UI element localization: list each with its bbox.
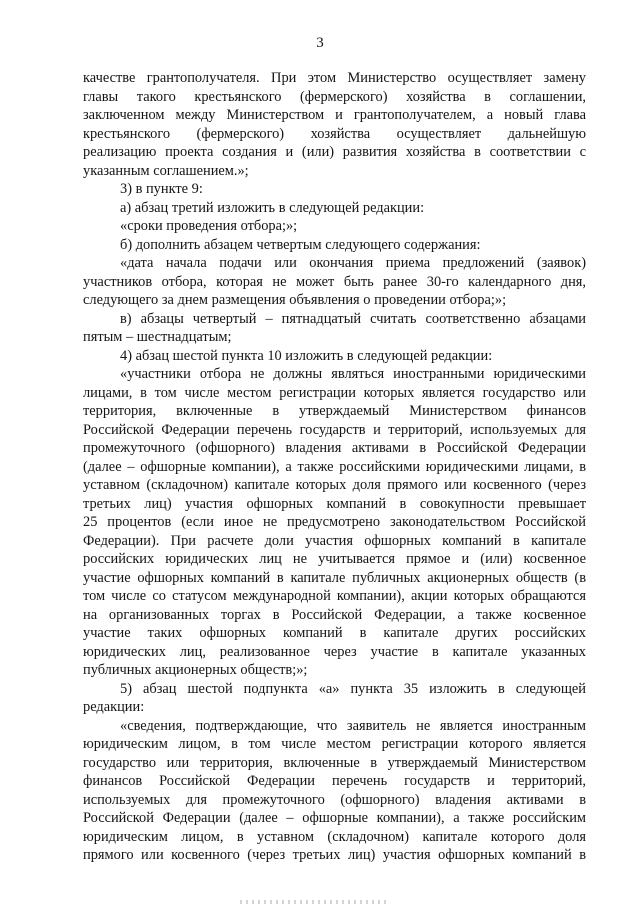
- text-line: пятым – шестнадцатым;: [83, 329, 232, 345]
- text-line: заключенном между Министерством и грантополучателем, а новый глава: [83, 107, 586, 123]
- text-line: следующего за днем размещения объявления о проведении отбора;»;: [83, 292, 507, 308]
- text-line: участников отбора, которая не может быть ранее 30-го календарного дня,: [83, 273, 586, 290]
- text-line: участие таких офшорных компаний в капитале других российских: [83, 625, 586, 641]
- text-line: Федерации). При расчете доли участия офшорных компаний в капитале: [83, 532, 586, 549]
- text-line: прямого или косвенного (через третьих лиц) участия офшорных компаний в: [83, 847, 586, 863]
- text-line: (далее – офшорные компании), а также российскими юридическими лицами, в: [83, 458, 586, 475]
- text-line: юридическим лицом, в уставном (складочном) капитале которого доля: [83, 828, 586, 845]
- text-line: главы такого крестьянского (фермерского) хозяйства в соглашении,: [83, 88, 586, 105]
- text-line: государство или территория, включенные в утверждаемый Министерством: [83, 754, 586, 771]
- page-number: 3: [316, 35, 324, 51]
- text-line: уставном (складочном) капитале которых доля прямого или косвенного (через: [83, 477, 586, 493]
- text-line: используемых для промежуточного (офшорного) владения активами в: [83, 791, 586, 808]
- text-line: территория, включенные в утверждаемый Министерством финансов: [83, 403, 586, 419]
- text-line: юридическим лицом, в том числе местом регистрации которого является: [83, 736, 586, 752]
- text-line: юридических лиц, реализованное через участие в капитале указанных: [83, 643, 586, 660]
- text-line: финансов Российской Федерации перечень государств и территорий,: [83, 773, 586, 789]
- text-line: Российской Федерации (далее – офшорные компании), а также российским: [83, 810, 586, 826]
- text-line: третьих лиц) участия офшорных компаний в совокупности превышает: [83, 495, 586, 512]
- text-line: российских юридических лиц не учитывается прямое и (или) косвенное: [83, 551, 586, 567]
- text-line: «сроки проведения отбора;»;: [120, 218, 298, 234]
- text-line: участие офшорных компаний в капитале публичных акционерных обществ (в: [83, 569, 586, 586]
- text-line: в) абзацы четвертый – пятнадцатый считать соответственно абзацами: [120, 310, 586, 327]
- text-line: указанным соглашением.»;: [83, 162, 249, 179]
- text-line: «дата начала подачи или окончания приема предложений (заявок): [120, 255, 586, 271]
- text-line: публичных акционерных обществ;»;: [83, 662, 308, 678]
- scan-artifact: [240, 900, 390, 904]
- text-line: «участники отбора не должны являться иностранными юридическими: [120, 366, 586, 382]
- text-line: промежуточного (офшорного) владения активами в Российской Федерации: [83, 440, 586, 456]
- text-line: крестьянского (фермерского) хозяйства осуществляет дальнейшую: [83, 125, 586, 142]
- text-line: а) абзац третий изложить в следующей редакции:: [120, 199, 425, 216]
- text-line: «сведения, подтверждающие, что заявитель не является иностранным: [120, 717, 586, 734]
- text-line: том числе со статусом международной компании), акции которых обращаются: [83, 588, 586, 604]
- text-line: качестве грантополучателя. При этом Министерство осуществляет замену: [83, 70, 586, 86]
- document-body: [83, 69, 586, 865]
- text-line: на организованных торгах в Российской Федерации, а также косвенное: [83, 606, 586, 623]
- text-line: редакции:: [83, 699, 145, 715]
- text-line: реализацию проекта создания и (или) развития хозяйства в соответствии с: [83, 144, 586, 160]
- text-line: лицами, в том числе местом регистрации которых является государство или: [83, 384, 586, 401]
- text-line: б) дополнить абзацем четвертым следующего содержания:: [120, 236, 481, 253]
- text-line: 25 процентов (если иное не предусмотрено законодательством Российской: [83, 514, 586, 530]
- text-line: Российской Федерации перечень государств и территорий, используемых для: [83, 421, 586, 438]
- text-line: 4) абзац шестой пункта 10 изложить в следующей редакции:: [120, 347, 493, 364]
- text-line: 3) в пункте 9:: [120, 181, 203, 197]
- text-line: 5) абзац шестой подпункта «а» пункта 35 изложить в следующей: [120, 680, 586, 697]
